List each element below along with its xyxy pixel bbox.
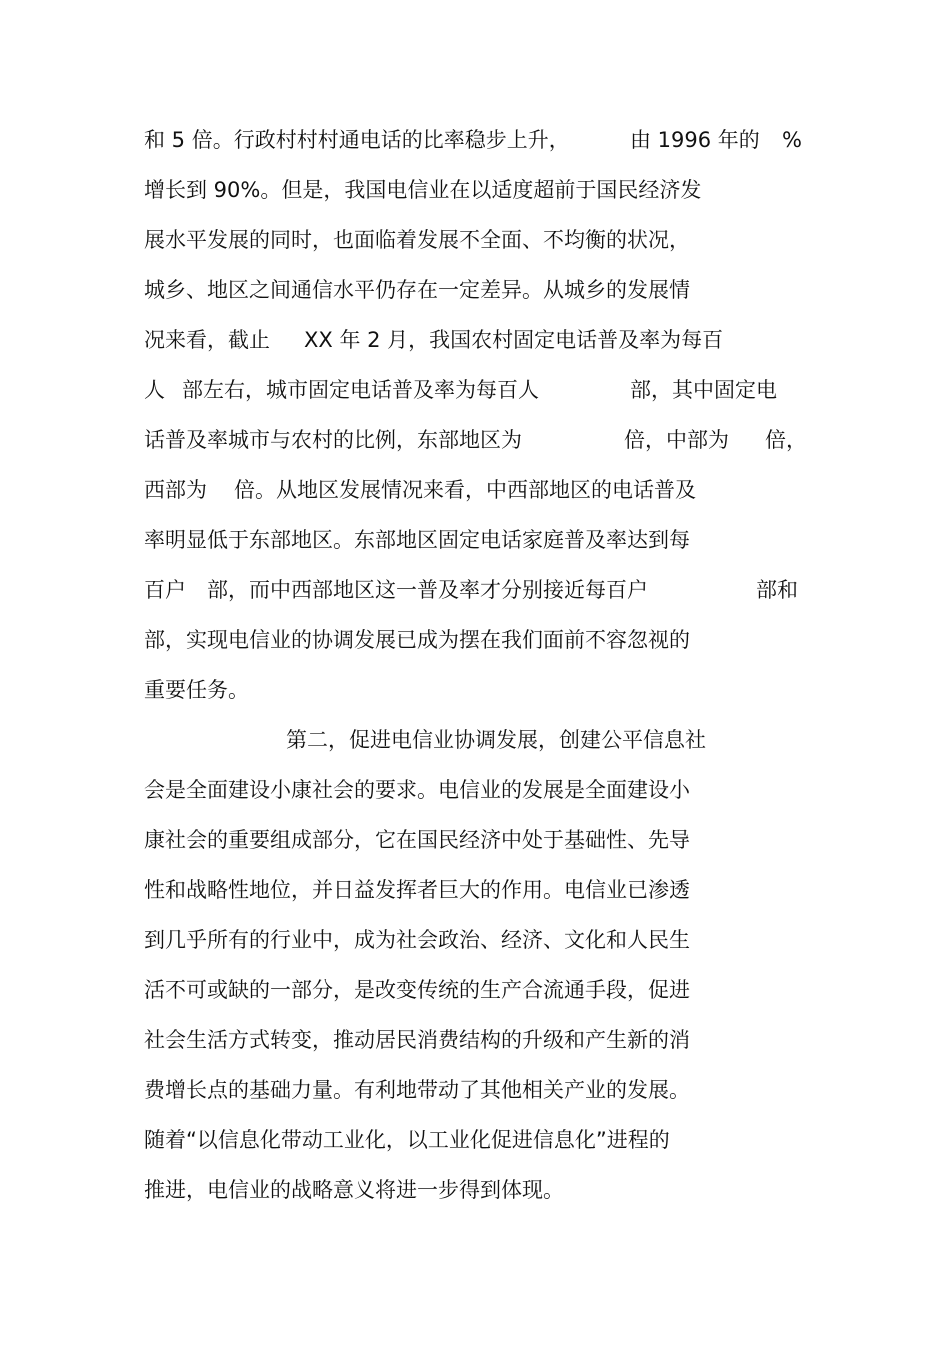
text-segment: 和 5 倍。行政村村村通电话的比率稳步上升，	[144, 128, 570, 152]
text-segment: 部和	[756, 578, 798, 602]
text-line	[0, 275, 950, 305]
text-line	[0, 175, 950, 205]
text-line	[0, 675, 950, 705]
text-line	[0, 775, 950, 805]
text-line	[0, 125, 950, 155]
text-segment: 展水平发展的同时，也面临着发展不全面、不均衡的状况，	[144, 228, 690, 252]
text-line	[0, 325, 950, 355]
text-line	[0, 975, 950, 1005]
text-line	[0, 425, 950, 455]
text-segment: 活不可或缺的一部分，是改变传统的生产合流通手段，促进	[144, 978, 690, 1002]
text-segment: 人	[144, 378, 165, 402]
text-line	[0, 1025, 950, 1055]
text-line	[0, 1075, 950, 1105]
text-line	[0, 525, 950, 555]
text-line	[0, 575, 950, 605]
text-line	[0, 1125, 950, 1155]
text-line	[0, 825, 950, 855]
text-segment: %	[782, 128, 802, 152]
text-segment: 重要任务。	[144, 678, 249, 702]
text-segment: 部，实现电信业的协调发展已成为摆在我们面前不容忽视的	[144, 628, 690, 652]
text-segment: 倍，中部为	[624, 428, 729, 452]
text-segment: 部，而中西部地区这一普及率才分别接近每百户	[207, 578, 648, 602]
text-segment: 性和战略性地位，并日益发挥者巨大的作用。电信业已渗透	[144, 878, 690, 902]
text-segment: 费增长点的基础力量。有利地带动了其他相关产业的发展。	[144, 1078, 690, 1102]
text-segment: 会是全面建设小康社会的要求。电信业的发展是全面建设小	[144, 778, 690, 802]
text-line	[0, 725, 950, 755]
text-segment: 随着“以信息化带动工业化，以工业化促进信息化”进程的	[144, 1128, 670, 1152]
text-segment: 百户	[144, 578, 186, 602]
text-segment: 增长到 90%。但是，我国电信业在以适度超前于国民经济发	[144, 178, 702, 202]
text-segment: 到几乎所有的行业中，成为社会政治、经济、文化和人民生	[144, 928, 690, 952]
text-segment: 城乡、地区之间通信水平仍存在一定差异。从城乡的发展情	[144, 278, 690, 302]
text-line	[0, 475, 950, 505]
text-line	[0, 625, 950, 655]
text-segment: 推进，电信业的战略意义将进一步得到体现。	[144, 1178, 564, 1202]
text-line	[0, 1175, 950, 1205]
text-segment: 倍，	[765, 428, 807, 452]
text-segment: 倍。从地区发展情况来看，中西部地区的电话普及	[234, 478, 696, 502]
text-segment: 社会生活方式转变，推动居民消费结构的升级和产生新的消	[144, 1028, 690, 1052]
text-line	[0, 875, 950, 905]
text-segment: 部，其中固定电	[630, 378, 777, 402]
text-segment: 部左右，城市固定电话普及率为每百人	[182, 378, 539, 402]
text-segment: 由 1996 年的	[630, 128, 760, 152]
text-segment: 康社会的重要组成部分，它在国民经济中处于基础性、先导	[144, 828, 690, 852]
text-line	[0, 225, 950, 255]
text-segment: 率明显低于东部地区。东部地区固定电话家庭普及率达到每	[144, 528, 690, 552]
text-segment: 话普及率城市与农村的比例，东部地区为	[144, 428, 522, 452]
text-segment: XX 年 2 月，我国农村固定电话普及率为每百	[304, 328, 724, 352]
text-segment: 况来看，截止	[144, 328, 270, 352]
text-line	[0, 375, 950, 405]
text-line	[0, 925, 950, 955]
text-segment: 西部为	[144, 478, 207, 502]
text-segment: 第二，促进电信业协调发展，创建公平信息社	[286, 728, 706, 752]
